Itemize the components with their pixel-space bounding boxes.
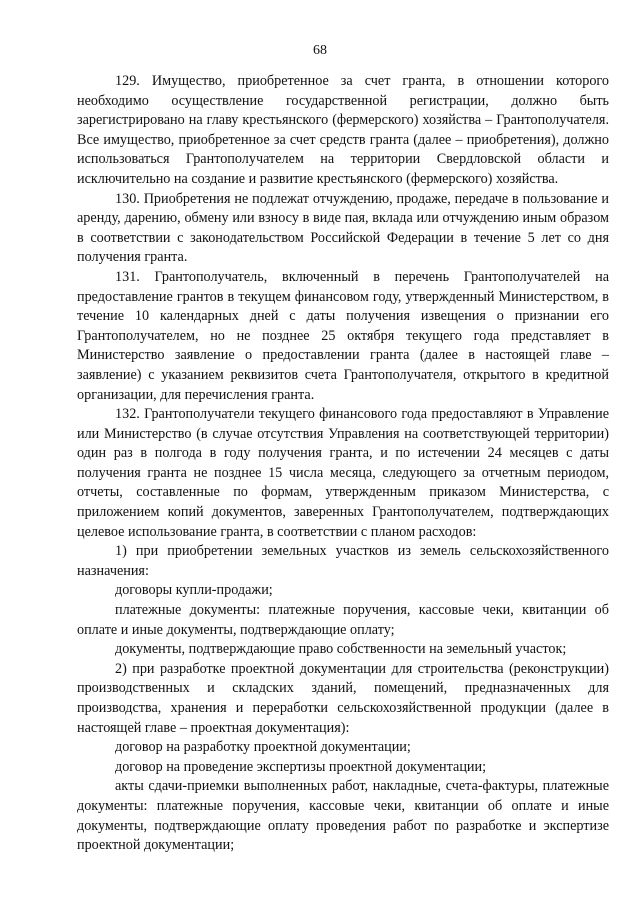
page-number: 68 — [313, 43, 327, 58]
list-item-land-plots: 1) при приобретении земельных участков из земель сельскохозяйственного назначения: — [77, 543, 609, 579]
list-item-development-contract: договор на разработку проектной документации; — [115, 739, 411, 756]
list-item-project-documentation: 2) при разработке проектной документации для строительства (реконструкции) производственных и складских зданий, помещений, предназначенных для производства, хранения и переработки сельскохозяйственной продукции (далее в настоящей главе – проектная документация): — [77, 660, 609, 736]
list-item-sale-contracts: договоры купли-продажи; — [115, 582, 273, 599]
paragraph-131: 131. Грантополучатель, включенный в перечень Грантополучателей на предоставление грантов в текущем финансовом году, утвержденный Министерством, в течение 10 календарных дней с даты получения извещения о признании его Грантополучателем, но не позднее 25 октября текущего года представляет в Министерство заявление о предоставлении гранта (далее в настоящей главе – заявление) с указанием реквизитов счета Грантополучателя, открытого в кредитной организации, для перечисления гранта. — [77, 268, 609, 403]
list-item-expertise-contract: договор на проведение экспертизы проектной документации; — [115, 758, 487, 775]
paragraph-129: 129. Имущество, приобретенное за счет гранта, в отношении которого необходимо осуществление государственной регистрации, должно быть зарегистрировано на главу крестьянского (фермерского) хозяйства – Грантополучателя. Все имущество, приобретенное за счет средств гранта (далее – приобретения), должно использоваться Грантополучателем на территории Свердловской области и исключительно на создание и развитие крестьянского (фермерского) хозяйства. — [77, 73, 609, 187]
list-item-payment-documents: платежные документы: платежные поручения, кассовые чеки, квитанции об оплате и иные документы, подтверждающие оплату; — [77, 602, 609, 638]
document-body — [77, 72, 609, 856]
paragraph-130: 130. Приобретения не подлежат отчуждению, продаже, передаче в пользование и аренду, дарению, обмену или взносу в виде пая, вклада или отчуждению иным образом в соответствии с законодательством Российской Федерации в течение 5 лет со дня получения гранта. — [77, 190, 609, 266]
list-item-ownership-documents: документы, подтверждающие право собственности на земельный участок; — [115, 641, 567, 658]
list-item-acceptance-acts: акты сдачи-приемки выполненных работ, накладные, счета-фактуры, платежные документы: платежные поручения, кассовые чеки, квитанции об оплате и иные документы, подтверждающие оплату проведения работ по разработке и экспертизе проектной документации; — [77, 778, 609, 854]
paragraph-132: 132. Грантополучатели текущего финансового года предоставляют в Управление или Министерство (в случае отсутствия Управления на соответствующей территории) один раз в полгода в году получения гранта, и по истечении 24 месяцев с даты получения гранта не позднее 15 числа месяца, следующего за отчетным периодом, отчеты, составленные по формам, утвержденным приказом Министерства, с приложением копий документов, заверенных Грантополучателем, подтверждающих целевое использование гранта, в соответствии с планом расходов: — [77, 406, 609, 540]
